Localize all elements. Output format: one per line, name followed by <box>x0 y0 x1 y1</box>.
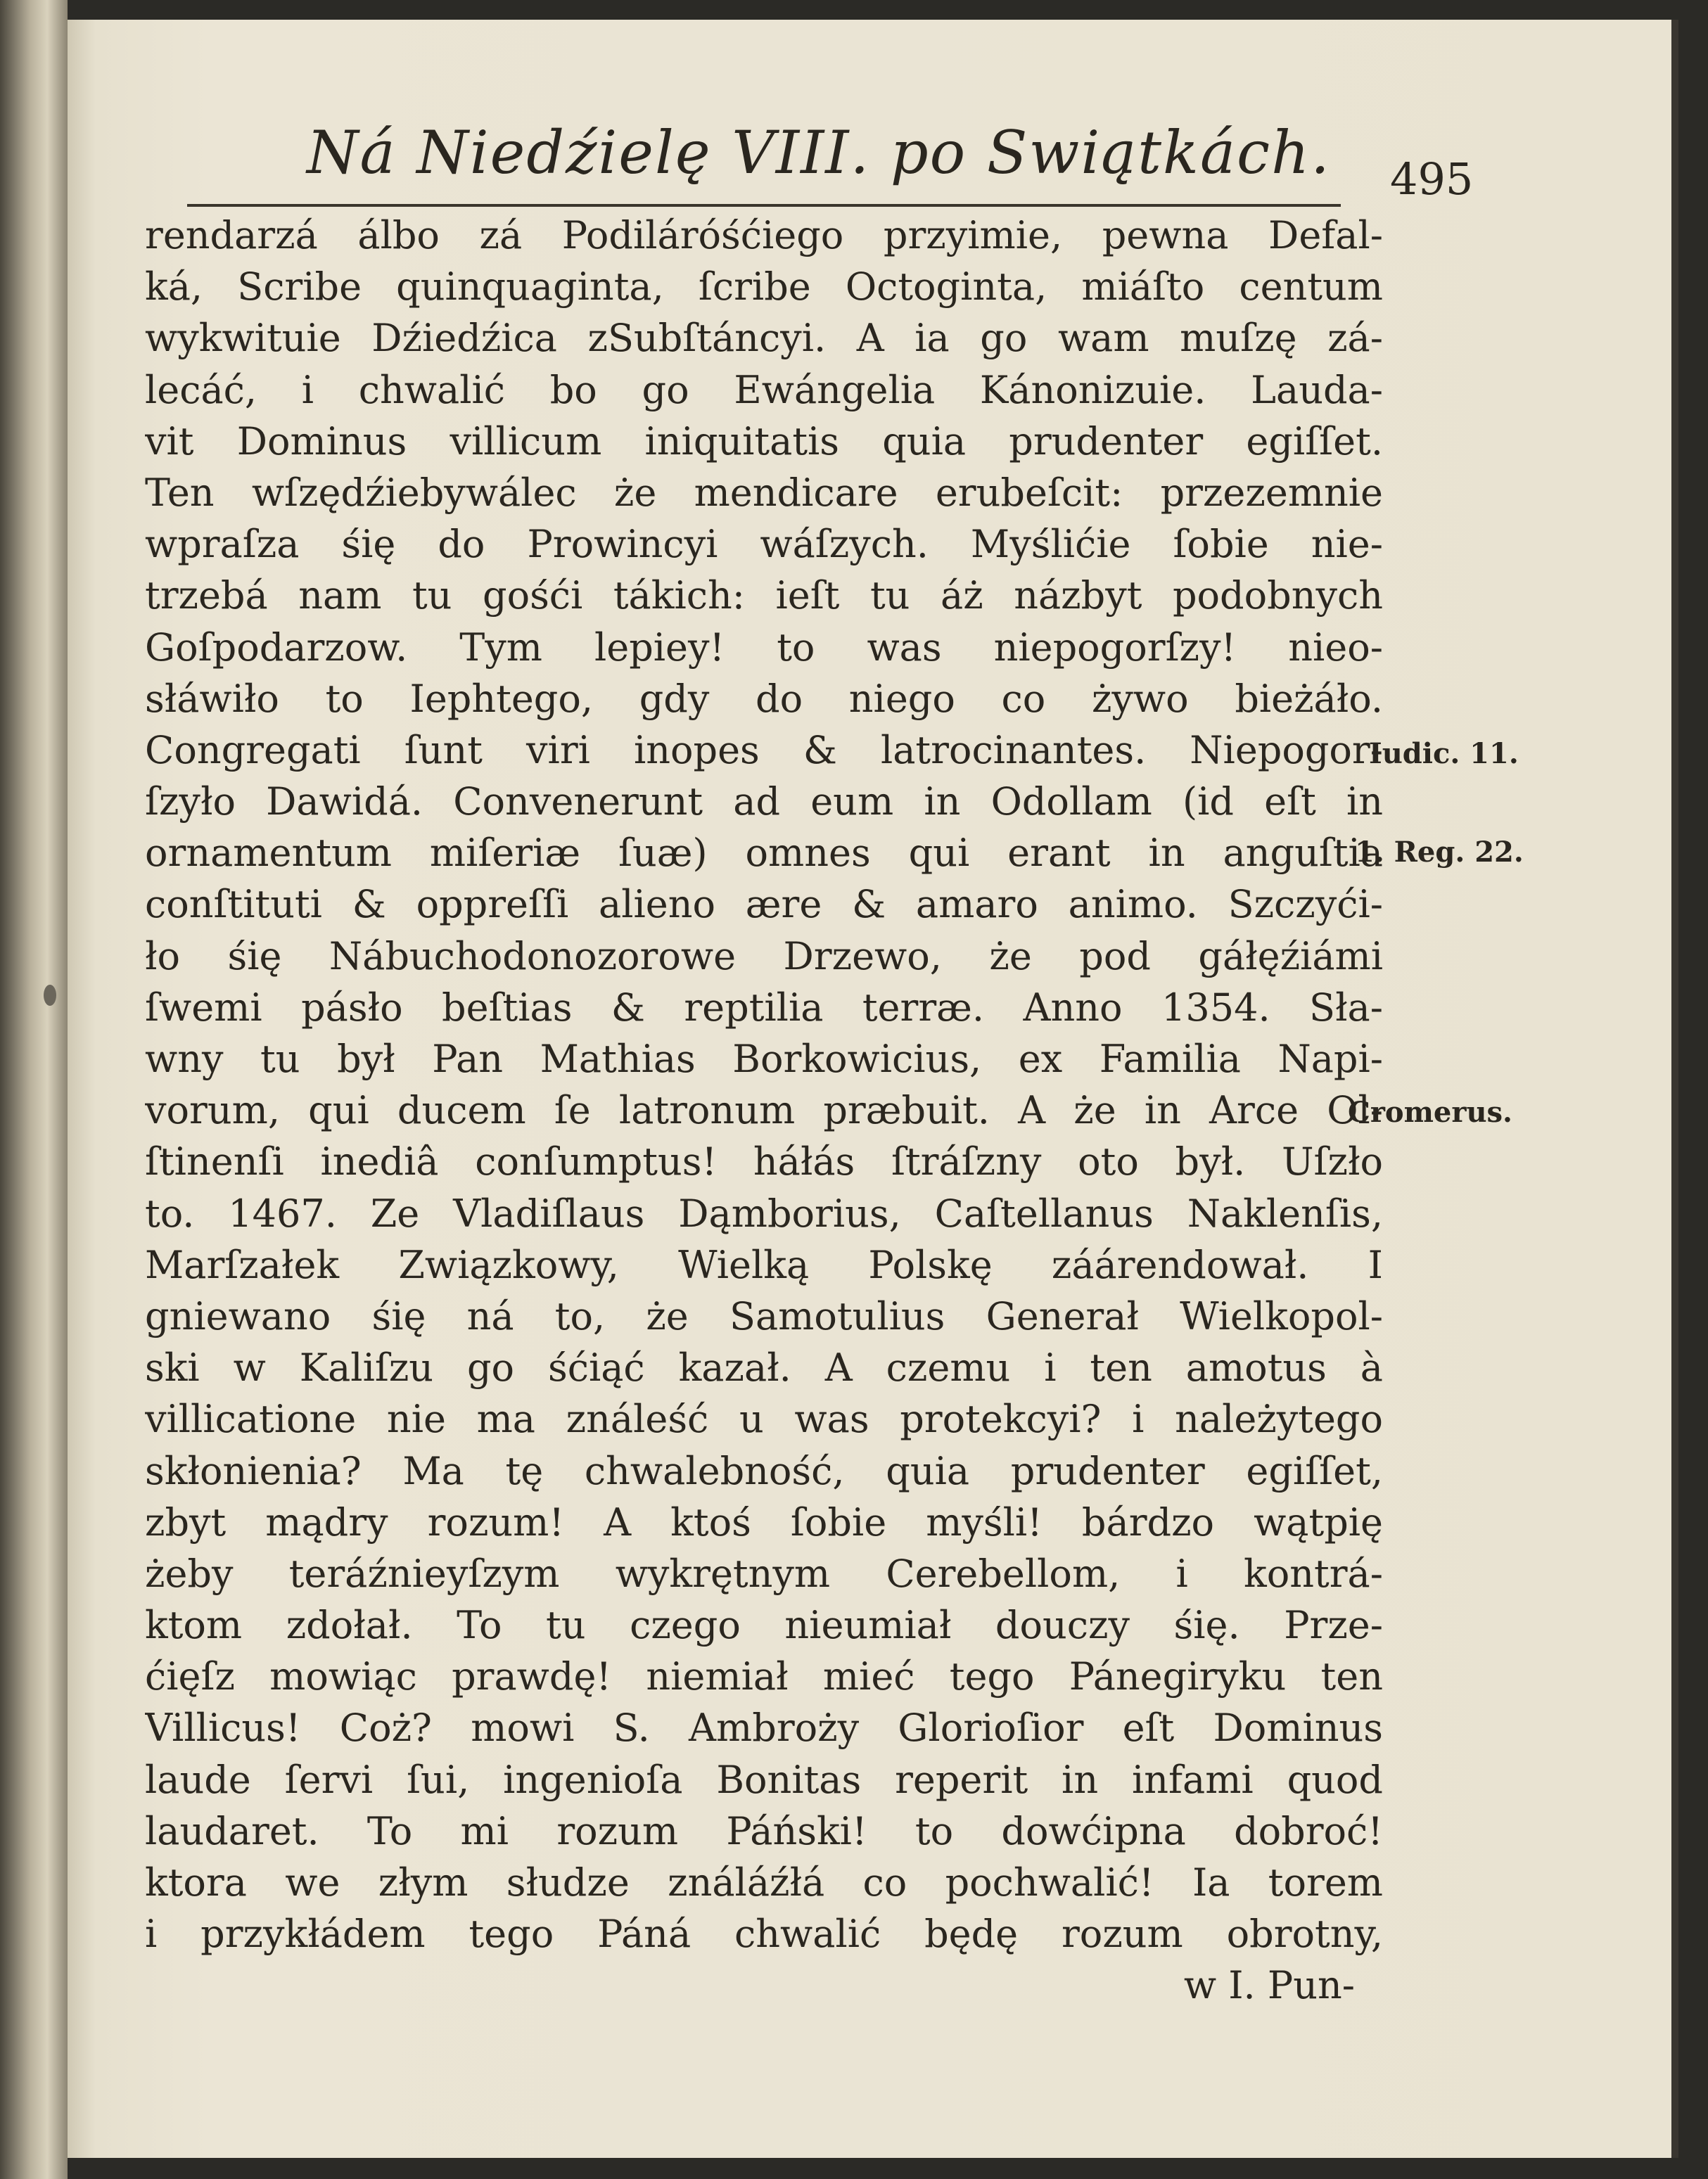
catchword: w I. Pun- <box>1183 1963 1355 2008</box>
header-rule <box>187 204 1341 207</box>
text-line: ćięſz mowiąc prawdę! niemiał mieć tego Pánegiryku ten <box>145 1654 1383 1699</box>
text-line: ká, Scribe quinquaginta, ſcribe Octoginta, miáſto centum <box>145 264 1383 309</box>
running-title: Ná Niedźielę VIII. po Swiątkách. <box>307 118 1331 187</box>
text-line: Ten wſzędźiebywálec że mendicare erubeſcit: przezemnie <box>145 470 1383 515</box>
text-line: ło śię Nábuchodonozorowe Drzewo, że pod gáłęźiámi <box>145 933 1383 978</box>
text-line: skłonienia? Ma tę chwalebność, quia prudenter egiſſet, <box>145 1448 1383 1493</box>
binding-hole <box>44 985 56 1006</box>
body-text <box>145 210 1383 2012</box>
text-line: wpraſza śię do Prowincyi wáſzych. Myślićie ſobie nie- <box>145 522 1383 567</box>
text-line: vit Dominus villicum iniquitatis quia prudenter egiſſet. <box>145 418 1383 464</box>
text-line: ſtinenſi inediâ conſumptus! háłás ſtráſzny oto był. Uſzło <box>145 1139 1383 1184</box>
text-line: lecáć, i chwalić bo go Ewángelia Kánonizuie. Lauda- <box>145 367 1383 412</box>
previous-page-edge <box>0 0 68 2179</box>
text-line: laudaret. To mi rozum Páński! to dowćipna dobroć! <box>145 1808 1383 1853</box>
text-line: Villicus! Coż? mowi S. Ambroży Glorioſior eſt Dominus <box>145 1706 1383 1751</box>
text-line: rendarzá álbo zá Podiláróśćiego przyimie, pewna Defal- <box>145 213 1383 257</box>
margin-note: Iudic. 11. <box>1369 737 1519 770</box>
text-line: Marſzałek Związkowy, Wielką Polskę záárendował. I <box>145 1242 1383 1287</box>
text-line: to. 1467. Ze Vladiſlaus Dąmborius, Caſtellanus Naklenſis, <box>145 1191 1383 1236</box>
text-line: gniewano śię ná to, że Samotulius Generał Wielkopol- <box>145 1293 1383 1338</box>
margin-note: 1. Reg. 22. <box>1355 836 1524 869</box>
page-number: 495 <box>1390 153 1474 205</box>
text-line: laude ſervi ſui, ingenioſa Bonitas reperit in infami quod <box>145 1757 1383 1802</box>
text-line: ſwemi pásło beſtias & reptilia terræ. Anno 1354. Sła- <box>145 985 1383 1030</box>
margin-note: Cromerus. <box>1348 1096 1512 1129</box>
text-line: Goſpodarzow. Tym lepiey! to was niepogorſzy! nieo- <box>145 625 1383 670</box>
text-line: i przykłádem tego Páná chwalić będę rozum obrotny, <box>145 1912 1383 1957</box>
text-line: żeby teráźnieyſzym wykrętnym Cerebellom, i kontrá- <box>145 1551 1383 1596</box>
text-line: wny tu był Pan Mathias Borkowicius, ex Familia Napi- <box>145 1037 1383 1081</box>
text-line: Congregati ſunt viri inopes & latrocinantes. Niepogor- <box>145 727 1383 772</box>
text-line: wykwituie Dźiedźica zSubſtáncyi. A ia go wam muſzę zá- <box>145 316 1383 361</box>
text-line: ktom zdołał. To tu czego nieumiał douczy śię. Prze- <box>145 1603 1383 1648</box>
text-line: trzebá nam tu gośći tákich: ieſt tu áż názbyt podobnych <box>145 573 1383 618</box>
text-line: vorum, qui ducem ſe latronum præbuit. A że in Arce Ol- <box>145 1088 1383 1133</box>
text-line: ſzyło Dawidá. Convenerunt ad eum in Odollam (id eſt in <box>145 779 1383 824</box>
text-line: villicatione nie ma ználeść u was protekcyi? i należytego <box>145 1397 1383 1442</box>
text-line: ski w Kaliſzu go śćiąć kazał. A czemu i ten amotus à <box>145 1346 1383 1391</box>
text-line: ornamentum miſeriæ ſuæ) omnes qui erant in anguſtia <box>145 831 1383 876</box>
book-page <box>68 20 1678 2158</box>
text-line: słáwiło to Iephtego, gdy do niego co żywo bieżáło. <box>145 676 1383 721</box>
text-line: zbyt mądry rozum! A ktoś ſobie myśli! bárdzo wątpię <box>145 1500 1383 1545</box>
text-line: ktora we złym słudze ználáźłá co pochwalić! Ia torem <box>145 1860 1383 1905</box>
text-line: conſtituti & oppreſſi alieno ære & amaro animo. Szczyći- <box>145 882 1383 927</box>
